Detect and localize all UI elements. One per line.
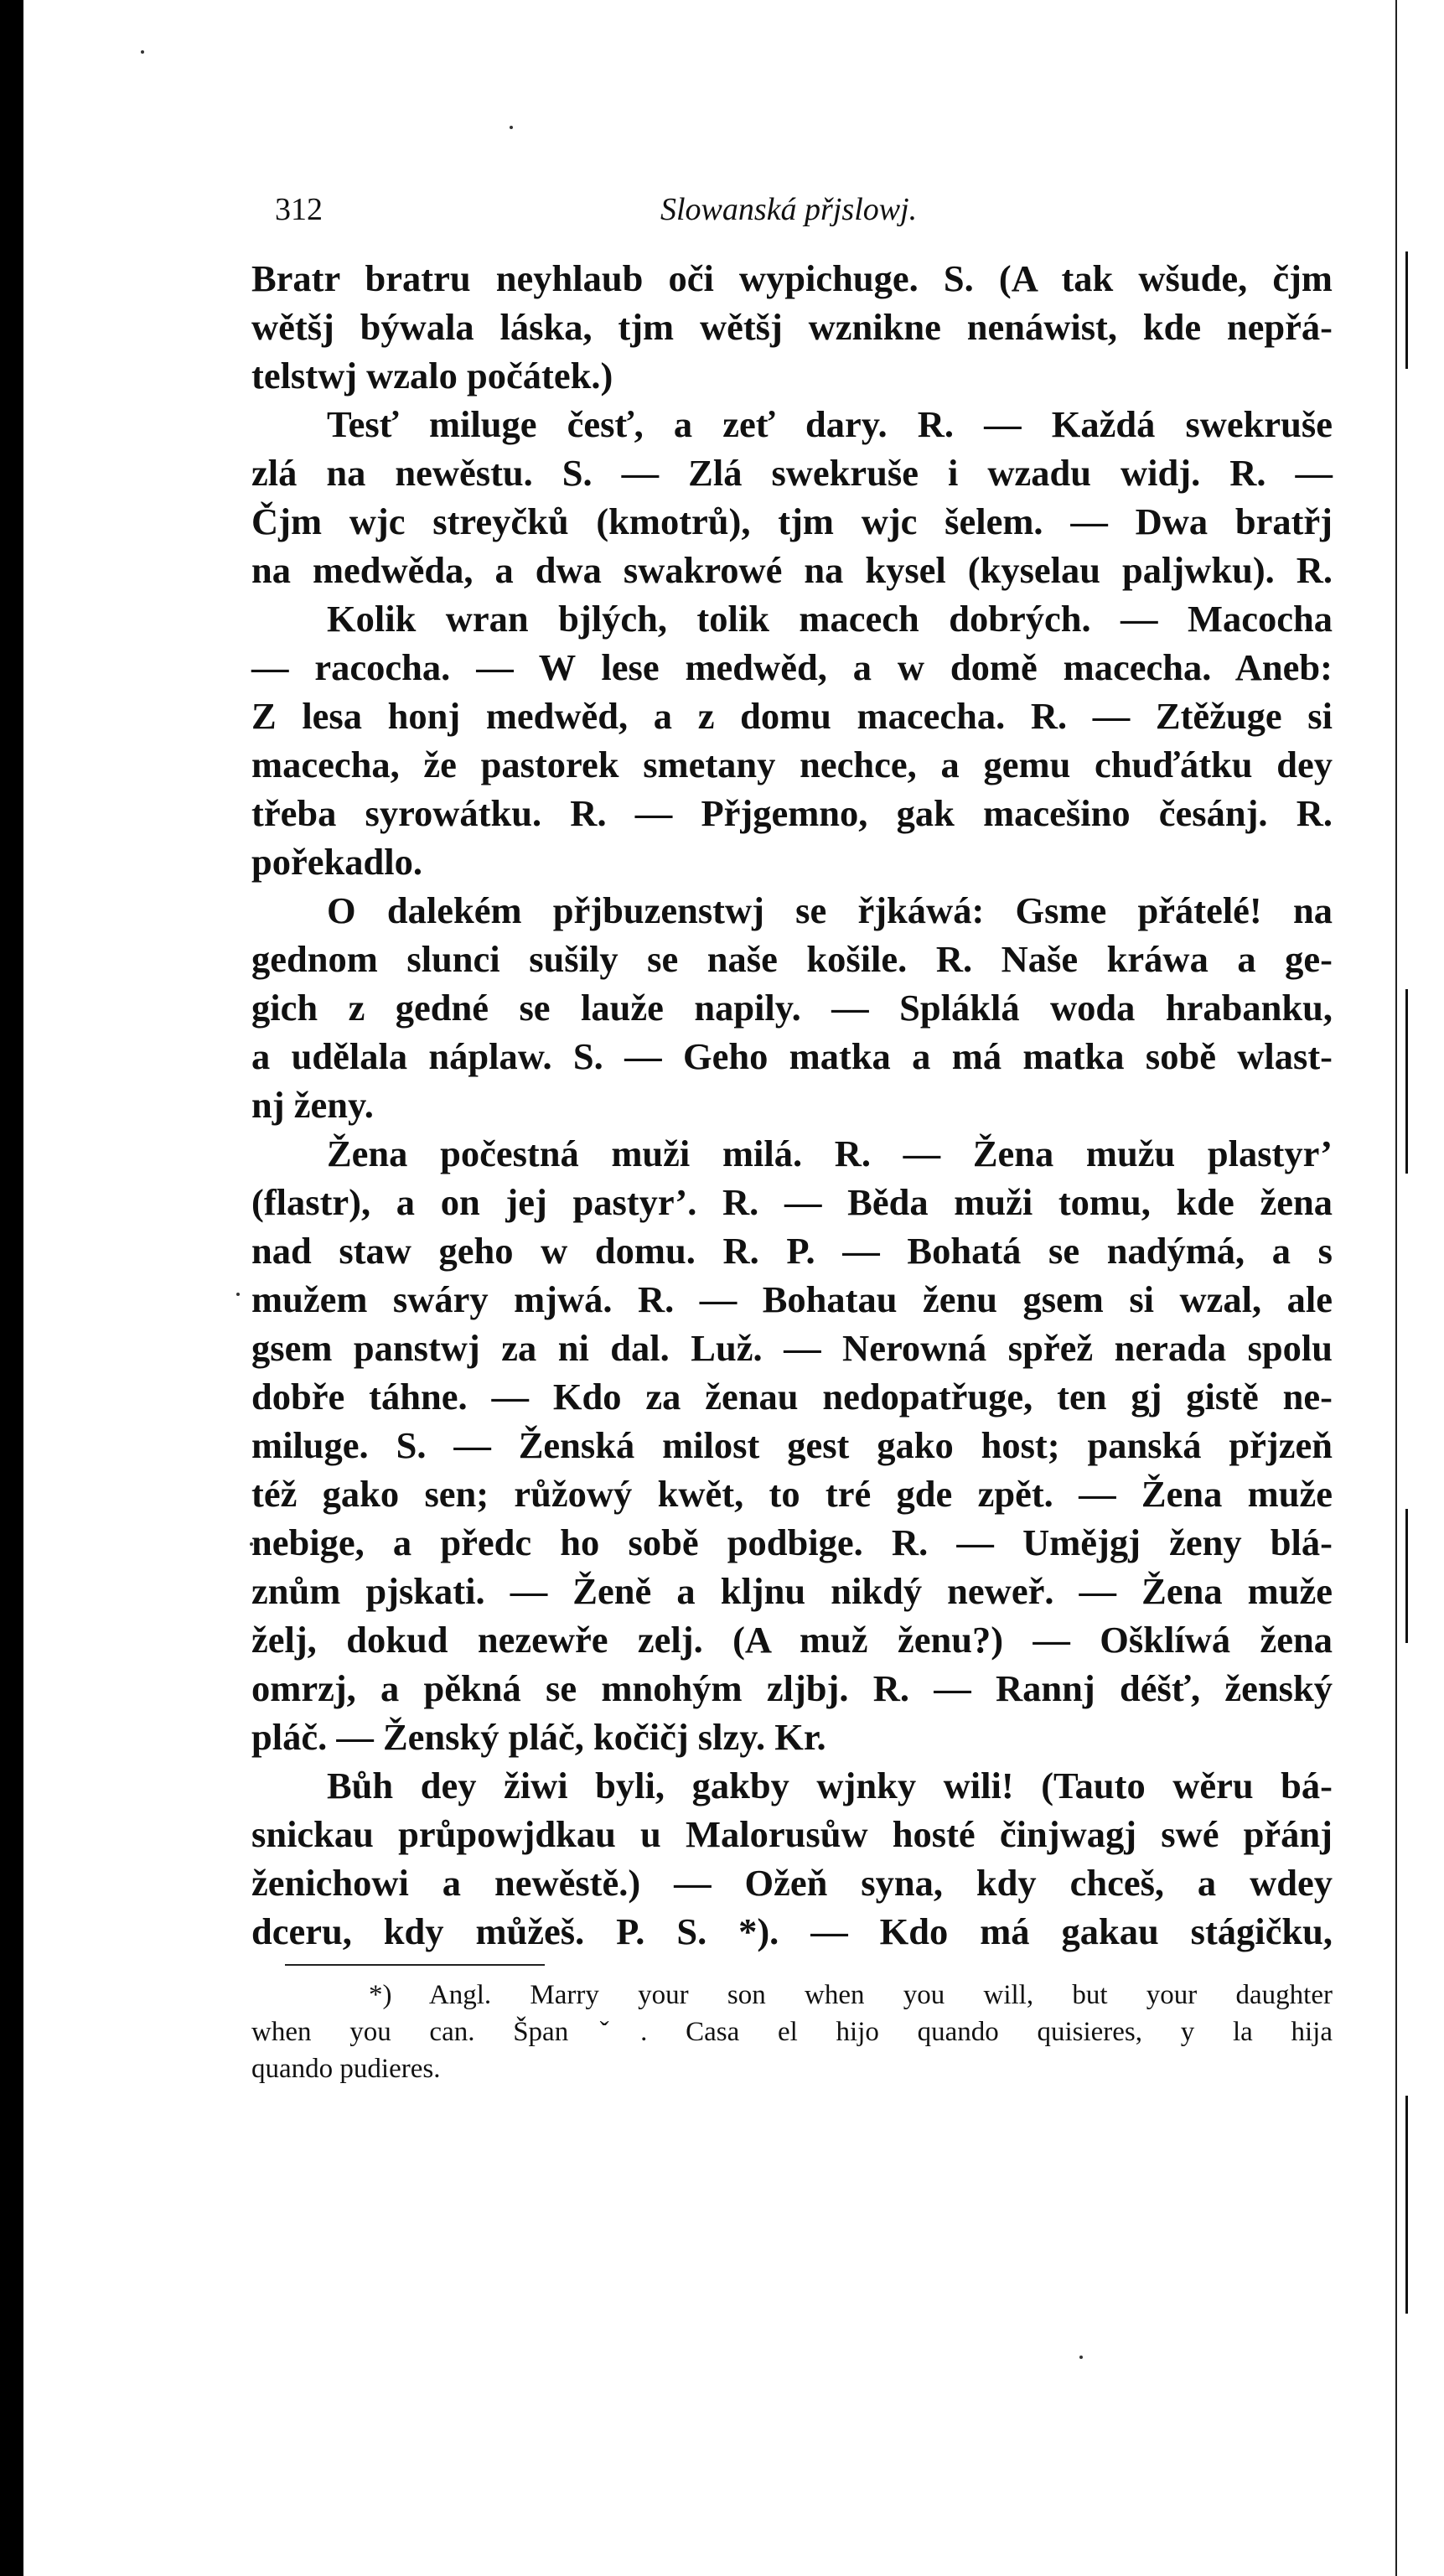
text-line: telstwj wzalo počátek.) — [251, 355, 613, 397]
text-line: wětšj býwala láska, tjm wětšj wznikne nenáwist, kde nepřá- — [251, 306, 1333, 348]
page-number: 312 — [275, 192, 323, 227]
footnote-line: quando pudieres. — [251, 2054, 441, 2084]
text-line: Kolik wran bjlých, tolik macech dobrých. — Macocha — [327, 598, 1333, 640]
page-edge-right — [1395, 0, 1444, 2576]
text-line: gich z gedné se lauže napily. — Spláklá woda hrabanku, — [251, 987, 1333, 1029]
text-line: nj ženy. — [251, 1084, 374, 1126]
text-line: omrzj, a pěkná se mnohým zljbj. R. — Rannj déšť, ženský — [251, 1667, 1333, 1709]
text-line: ženichowi a newěstě.) — Ožeň syna, kdy chceš, a wdey — [251, 1862, 1333, 1904]
text-line: — racocha. — W lese medwěd, a w domě macecha. Aneb: — [251, 646, 1333, 688]
text-line: pláč. — Ženský pláč, kočičj slzy. Kr. — [251, 1716, 826, 1758]
text-line: Z lesa honj medwěd, a z domu macecha. R. — Ztěžuge si — [251, 695, 1333, 737]
text-line: Bratr bratru neyhlaub oči wypichuge. S. (A tak wšude, čjm — [251, 257, 1333, 299]
text-line: zlá na newěstu. S. — Zlá swekruše i wzadu widj. R. — — [251, 452, 1333, 494]
text-line: mužem swáry mjwá. R. — Bohatau ženu gsem si wzal, ale — [251, 1278, 1333, 1320]
footnote-line: when you can. Španˇ. Casa el hijo quando quisieres, y la hija — [251, 2017, 1333, 2047]
body-text — [251, 254, 1333, 1956]
text-line: gednom slunci sušily se naše košile. R. Naše kráwa a ge- — [251, 938, 1333, 980]
running-head — [275, 191, 1356, 233]
text-line: dceru, kdy můžeš. P. S. *). — Kdo má gakau stágičku, — [251, 1910, 1333, 1952]
text-line: na medwěda, a dwa swakrowé na kysel (kyselau paljwku). R. — [251, 549, 1333, 591]
text-line: Žena počestná muži milá. R. — Žena mužu plastyr’ — [327, 1133, 1333, 1174]
text-line: dobře táhne. — Kdo za ženau nedopatřuge, ten gj gistě ne- — [251, 1376, 1333, 1418]
text-line: O dalekém přjbuzenstwj se řjkáwá: Gsme přátelé! na — [327, 889, 1333, 931]
text-line: nad staw geho w domu. R. P. — Bohatá se nadýmá, a s — [251, 1230, 1333, 1272]
text-line: nebige, a předc ho sobě podbige. R. — Umějgj ženy blá- — [251, 1521, 1333, 1563]
text-line: třeba syrowátku. R. — Přjgemno, gak macešino česánj. R. — [251, 792, 1333, 834]
text-line: (flastr), a on jej pastyr’. R. — Běda muži tomu, kde žena — [251, 1181, 1333, 1223]
text-line: macecha, že pastorek smetany nechce, a gemu chuďátku dey — [251, 744, 1333, 785]
text-line: pořekadlo. — [251, 841, 422, 883]
text-line: snickau průpowjdkau u Malorusůw hosté činjwagj swé přánj — [251, 1813, 1333, 1855]
text-line: Čjm wjc streyčků (kmotrů), tjm wjc šelem. — Dwa bratřj — [251, 500, 1333, 542]
text-line: též gako sen; růžowý kwět, to tré gde zpět. — Žena muže — [251, 1473, 1333, 1515]
text-line: Tesť miluge česť, a zeť dary. R. — Každá swekruše — [327, 403, 1333, 445]
text-line: znům pjskati. — Ženě a kljnu nikdý neweř. — Žena muže — [251, 1570, 1333, 1612]
footnote-line: *) Angl. Marry your son when you will, but your daughter — [369, 1980, 1333, 2010]
text-line: Bůh dey žiwi byli, gakby wjnky wili! (Tauto wěru bá- — [327, 1765, 1333, 1806]
text-line: a udělala náplaw. S. — Geho matka a má matka sobě wlast- — [251, 1035, 1333, 1077]
footnote-rule — [285, 1964, 545, 1966]
running-title: Slowanská přjslowj. — [660, 192, 918, 227]
text-line: želj, dokud nezewře zelj. (A muž ženu?) — Ošklíwá žena — [251, 1619, 1333, 1661]
footnote — [251, 1977, 1333, 2087]
text-line: gsem panstwj za ni dal. Luž. — Nerowná spřež nerada spolu — [251, 1327, 1333, 1369]
text-line: miluge. S. — Ženská milost gest gako host; panská přjzeň — [251, 1424, 1333, 1466]
